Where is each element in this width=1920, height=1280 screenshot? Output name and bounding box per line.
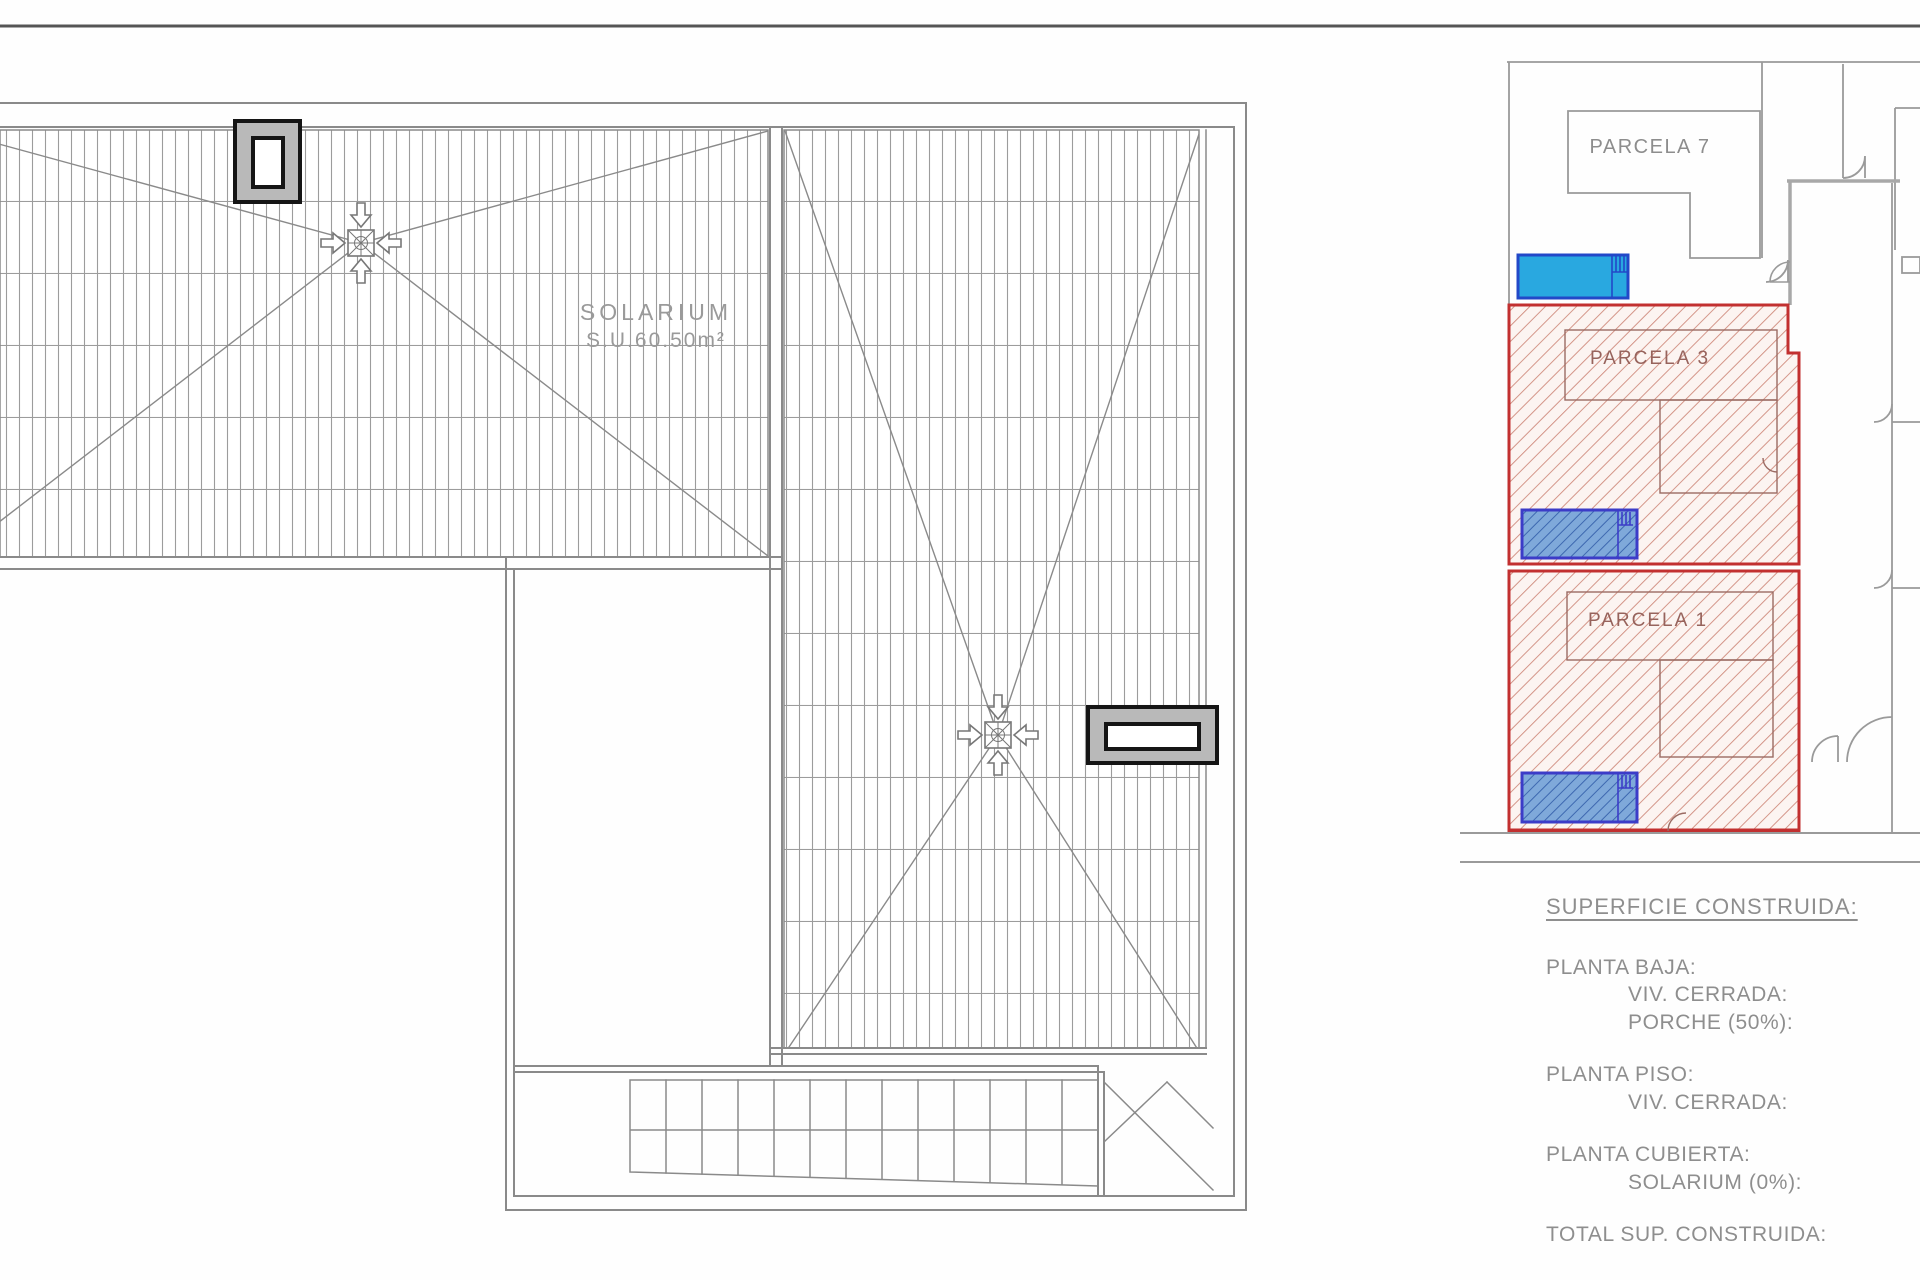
section-item: VIV. CERRADA: [1628, 1090, 1788, 1114]
pool-parcela-1 [1522, 773, 1637, 822]
section-label: PLANTA CUBIERTA: [1546, 1143, 1751, 1166]
site-plan [1460, 62, 1920, 862]
stair-direction-arrow [1104, 1082, 1213, 1190]
summary-section-planta-baja [1546, 954, 1918, 1037]
section-label: PLANTA PISO: [1546, 1063, 1695, 1086]
solarium-area: S.U.60.50m² [586, 329, 726, 352]
neighbour-walls [1787, 181, 1900, 305]
stairs [630, 1080, 1098, 1186]
section-label: TOTAL SUP. CONSTRUIDA: [1546, 1223, 1827, 1246]
section-item: PORCHE (50%): [1628, 1010, 1794, 1034]
pool-parcela-3 [1522, 510, 1637, 558]
roof-plan [0, 103, 1246, 1210]
summary-section-planta-piso [1546, 1061, 1918, 1116]
parcela-1-label: PARCELA 1 [1587, 610, 1709, 631]
parcela-7-label: PARCELA 7 [1589, 136, 1711, 158]
solarium-column-hatch [784, 130, 1206, 1053]
ground-lines [1460, 833, 1920, 862]
chimney [235, 121, 300, 202]
pool-parcela-7 [1518, 255, 1628, 298]
parcela-3-label: PARCELA 3 [1589, 348, 1711, 369]
section-item: VIV. CERRADA: [1628, 983, 1788, 1006]
summary-section-planta-cubierta [1546, 1141, 1918, 1196]
solarium-name: SOLARIUM [579, 299, 733, 325]
section-label: PLANTA BAJA: [1546, 955, 1697, 979]
surface-summary [1546, 893, 1918, 1249]
summary-section-total [1546, 1221, 1918, 1249]
roof-vent [1088, 707, 1217, 763]
summary-title: SUPERFICIE CONSTRUIDA: [1546, 894, 1858, 919]
parcela-3-area [1509, 305, 1799, 564]
solarium-label [506, 299, 806, 354]
section-item: SOLARIUM (0%): [1628, 1170, 1803, 1194]
